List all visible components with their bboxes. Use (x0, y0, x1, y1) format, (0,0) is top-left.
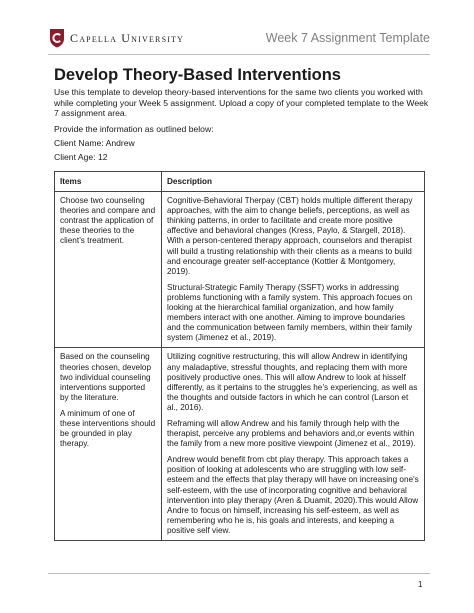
header-divider (48, 54, 430, 55)
page-heading: Develop Theory-Based Interventions (54, 66, 341, 84)
footer-divider (48, 573, 430, 574)
page-header (48, 28, 430, 52)
client-name: Client Name: Andrew (54, 138, 135, 148)
item-cell (55, 348, 162, 541)
instructions-text: Provide the information as outlined below: (54, 124, 214, 134)
capella-seal-icon (48, 28, 66, 48)
item-text: Based on the counseling theories chosen, develop two individual counseling interventions supported by the literature. (60, 352, 152, 402)
page-number: 1 (418, 580, 423, 589)
description-paragraph: Structural-Strategic Family Therapy (SSFT) works in addressing problems functioning with a family system. This approach focues on looking at the hierarchical familial organization, and how family members interact with one another. Aiming to improve boundaries and the communication between family members, within their family system (Jimenez et al., 2019). (167, 282, 413, 343)
client-age: Client Age: 12 (54, 152, 108, 162)
logo-wordmark: Capella University (70, 30, 185, 45)
description-paragraph: Reframing will allow Andrew and his family through help with the therapist, perceive any problems and behaviors and,or events within the family from a new more positive viewpoint (Jimenez et al., 2019). (167, 418, 416, 449)
table-row (55, 192, 425, 348)
table-row (55, 348, 425, 541)
description-paragraph: Utilizing cognitive restructuring, this will allow Andrew in identifying any maladaptive, stressful thoughts, and replacing them with more positively productive ones. This will allow Andrew to look at hisself differently, as it pertains to the struggles he’s experiencing, as well as the thoughts and outside factors in which he can control (Larson et al., 2016). (167, 352, 418, 412)
description-paragraph: Andrew would benefit from cbt play therapy. This approach takes a position of looking at adolescents who are struggling with low self-esteem and the effects that play therapy will have on increasing one's self-esteem, with the use of incorporating cognitive and behavioral intervention into play therapy (Aren & Duamit, 2020).This would Allow Andre to focus on himself, increasing his self-esteem, as well as remembering who he is, his goals and interests, and keeping a positive self view. (167, 455, 419, 535)
item-text: A minimum of one of these interventions should be grounded in play therapy. (60, 408, 156, 449)
intro-paragraph: Use this template to develop theory-based interventions for the same two clients you worked with while completing your Week 5 assignment. Upload a copy of your completed template to the Week 7 assignment area. (54, 87, 429, 119)
description-cell (162, 192, 425, 348)
table-header-row (55, 172, 425, 192)
document-title: Week 7 Assignment Template (265, 31, 430, 45)
item-cell (55, 192, 162, 348)
description-paragraph: Cognitive-Behavioral Therpay (CBT) holds multiple different therapy approaches, with the aim to change beliefs, perceptions, as well as thinking patterns, in order to facilitate and create more positive affective and behavioral changes (Kress, Paylo, & Stargell, 2018). With a person-centered therapy approach, counselors and therapist will build a trusting relationship with their clients as a means to build and encourage greater self-acceptance (Kottler & Montgomery, 2019). (167, 196, 413, 276)
capella-logo (48, 28, 184, 48)
interventions-table (54, 171, 425, 541)
items-column-header: Items (55, 172, 162, 192)
description-cell (162, 348, 425, 541)
item-text: Choose two counseling theories and compare and contrast the application of these theories to the client’s treatment. (60, 196, 156, 246)
description-column-header: Description (162, 172, 425, 192)
